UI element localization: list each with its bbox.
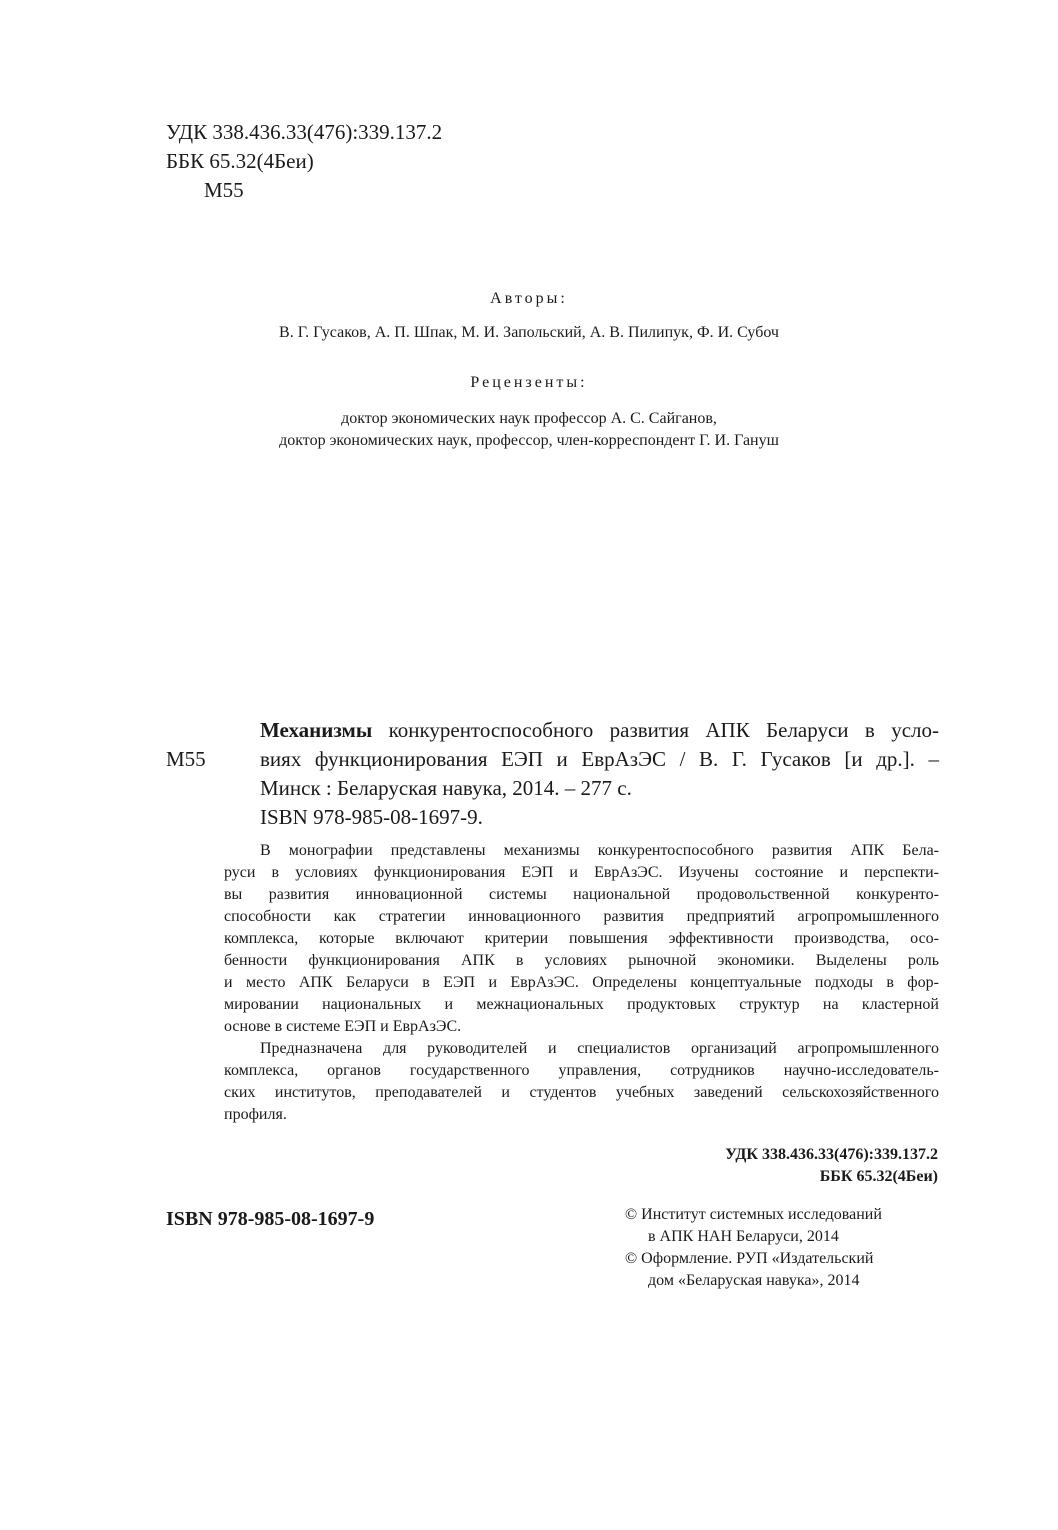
copyright-line: в АПК НАН Беларуси, 2014 <box>648 1228 839 1245</box>
abstract-line: комплекса, которые включают критерии повышения эффективности производства, осо- <box>224 930 939 947</box>
biblio-isbn: ISBN 978-985-08-1697-9. <box>260 805 483 829</box>
bbk-code: ББК 65.32(4Беи) <box>819 1168 938 1185</box>
reviewer-line: доктор экономических наук, профессор, член-корреспондент Г. И. Гануш <box>279 432 779 449</box>
abstract-line: вы развития инновационной системы национальной продовольственной конкуренто- <box>224 886 939 903</box>
biblio-line: виях функционирования ЕЭП и ЕврАзЭС / В. Г. Гусаков [и др.]. – <box>260 747 939 771</box>
copyright-line: дом «Беларуская навука», 2014 <box>648 1272 860 1289</box>
biblio-line: Минск : Беларуская навука, 2014. – 277 с. <box>260 776 632 800</box>
abstract-line: способности как стратегии инновационного развития предприятий агропромышленного <box>224 908 939 925</box>
author-mark: М55 <box>204 178 244 202</box>
authors-heading: Авторы: <box>490 290 568 307</box>
index-codes <box>725 1144 938 1188</box>
abstract-line: комплекса, органов государственного управления, сотрудников научно-исследователь- <box>224 1062 939 1079</box>
abstract-line: основе в системе ЕЭП и ЕврАзЭС. <box>224 1018 462 1035</box>
udk-code: УДК 338.436.33(476):339.137.2 <box>166 120 443 144</box>
bibliographic-record <box>260 716 939 832</box>
reviewers-list <box>0 408 1058 452</box>
abstract-line: бенности функционирования АПК в условиях рыночной экономики. Выделены роль <box>224 952 939 969</box>
abstract-line: Предназначена для руководителей и специалистов организаций агропромышленного <box>260 1040 939 1057</box>
abstract-line: и место АПК Беларуси в ЕЭП и ЕврАзЭС. Определены концептуальные подходы в фор- <box>224 974 939 991</box>
abstract-line: профиля. <box>224 1106 287 1123</box>
abstract-line: ских институтов, преподавателей и студентов учебных заведений сельскохозяйственного <box>224 1084 939 1101</box>
isbn: ISBN 978-985-08-1697-9 <box>166 1208 375 1230</box>
copyright-line: © Оформление. РУП «Издательский <box>625 1250 874 1267</box>
abstract-paragraph <box>224 1038 939 1126</box>
abstract-line: руси в условиях функционирования ЕЭП и ЕврАзЭС. Изучены состояние и перспекти- <box>224 864 939 881</box>
catalog-code: М55 <box>166 747 206 771</box>
biblio-line: Механизмы конкурентоспособного развития АПК Беларуси в усло- <box>260 718 939 742</box>
bbk-code: ББК 65.32(4Беи) <box>166 149 314 173</box>
reviewer-line: доктор экономических наук профессор А. С. Сайганов, <box>341 410 717 427</box>
book-title: Механизмы <box>260 718 373 742</box>
abstract-line: В монографии представлены механизмы конкурентоспособного развития АПК Бела- <box>260 842 939 859</box>
abstract-paragraph <box>224 840 939 1038</box>
copyright-line: © Институт системных исследований <box>625 1206 882 1223</box>
classification-block <box>166 118 442 205</box>
abstract <box>224 840 939 1126</box>
reviewers-heading: Рецензенты: <box>470 374 588 391</box>
copyright-block <box>625 1204 945 1292</box>
authors-list: В. Г. Гусаков, А. П. Шпак, М. И. Запольский, А. В. Пилипук, Ф. И. Субоч <box>279 324 779 341</box>
abstract-line: мировании национальных и межнациональных продуктовых структур на кластерной <box>224 996 939 1013</box>
udk-code: УДК 338.436.33(476):339.137.2 <box>725 1146 938 1163</box>
